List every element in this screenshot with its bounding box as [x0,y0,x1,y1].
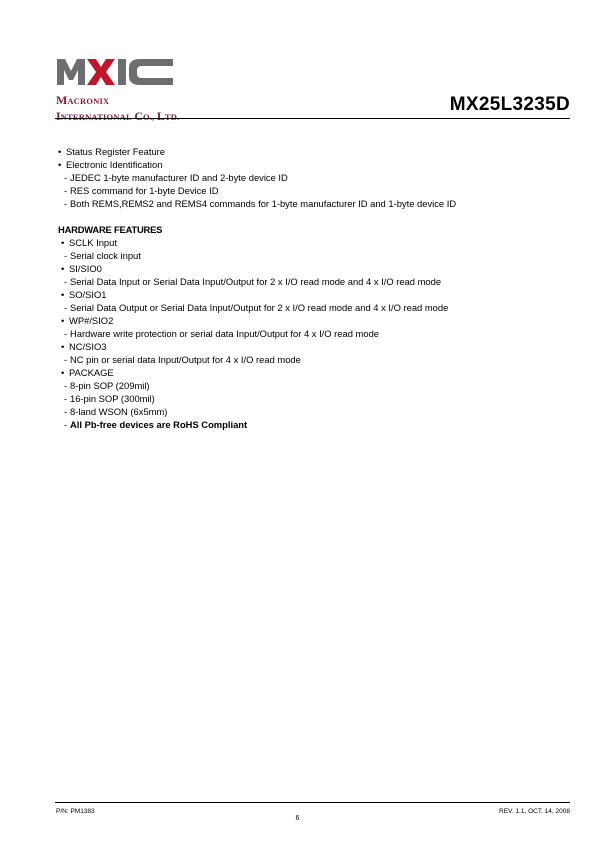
section-gap [58,210,570,223]
footer-divider [55,802,570,803]
dash-icon: - [64,250,68,261]
part-number: MX25L3235D [449,94,570,115]
dash-icon: - [64,354,68,365]
header-divider [55,118,570,119]
page-number: 6 [295,815,300,822]
sub-item: - All Pb-free devices are RoHS Compliant [64,419,248,430]
dash-icon: - [64,198,68,209]
footer-revision: REV. 1.1, OCT. 14, 2008 [499,808,570,815]
sub-item: - JEDEC 1-byte manufacturer ID and 2-byte device ID [64,172,288,183]
bullet-icon: • [61,367,65,378]
dash-icon: - [64,393,68,404]
dash-icon: - [64,328,68,339]
bullet-icon: • [58,146,62,157]
bullet-icon: • [58,159,62,170]
bullet-item: • NC/SIO3 [61,341,107,352]
sub-item: - 8-land WSON (6x5mm) [64,406,168,417]
sub-item: - 16-pin SOP (300mil) [64,393,155,404]
bullet-item: • SO/SIO1 [61,289,107,300]
sub-item: - Serial Data Input or Serial Data Input/Output for 2 x I/O read mode and 4 x I/O read mode [64,276,442,287]
bullet-icon: • [61,289,65,300]
bullet-item: • Status Register Feature [58,146,166,157]
sub-item: - Serial Data Output or Serial Data Input/Output for 2 x I/O read mode and 4 x I/O read mode [64,302,449,313]
company-line-2: INTERNATIONAL CO., LTD. [56,109,180,123]
hardware-features-heading: HARDWARE FEATURES [58,224,163,235]
sub-item: - 8-pin SOP (209mil) [64,380,150,391]
mxic-logo [56,56,174,86]
features-list [58,145,570,210]
sub-item: - Serial clock input [64,250,141,261]
dash-icon: - [64,419,68,430]
company-line-1: MACRONIX [56,93,110,107]
sub-item: - Hardware write protection or serial data Input/Output for 4 x I/O read mode [64,328,380,339]
bullet-item: • Electronic Identification [58,159,163,170]
sub-item: - Both REMS,REMS2 and REMS4 commands for 1-byte manufacturer ID and 1-byte device ID [64,198,457,209]
bullet-icon: • [61,315,65,326]
page-content [58,145,570,431]
dash-icon: - [64,185,68,196]
dash-icon: - [64,380,68,391]
dash-icon: - [64,276,68,287]
dash-icon: - [64,406,68,417]
bullet-icon: • [61,237,65,248]
hardware-features-list [58,236,570,431]
dash-icon: - [64,302,68,313]
bullet-item: • PACKAGE [61,367,114,378]
sub-item: - NC pin or serial data Input/Output for 4 x I/O read mode [64,354,301,365]
bullet-icon: • [61,341,65,352]
sub-item: - RES command for 1-byte Device ID [64,185,219,196]
bullet-item: • SI/SIO0 [61,263,102,274]
footer-part-ref: P/N: PM1383 [56,808,95,815]
bullet-icon: • [61,263,65,274]
dash-icon: - [64,172,68,183]
company-name [56,93,179,125]
bullet-item: • WP#/SIO2 [61,315,114,326]
bullet-item: • SCLK Input [61,237,117,248]
